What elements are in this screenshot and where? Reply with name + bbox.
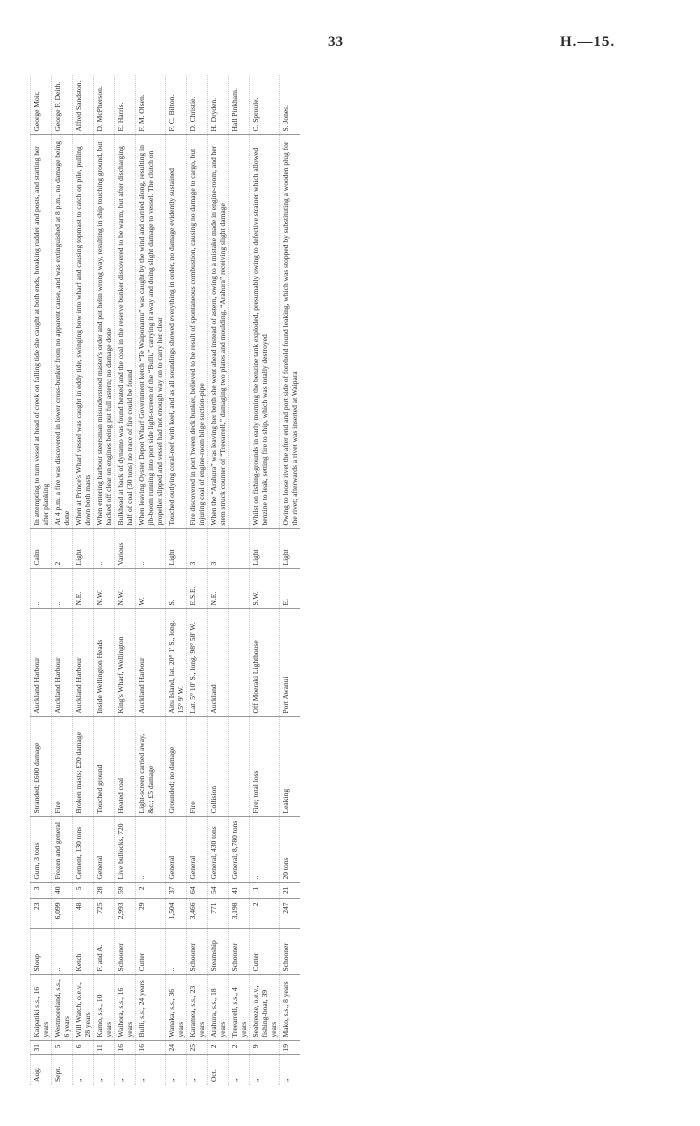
month-cell: „ [188,1078,197,1082]
cargo-cell: General [94,817,115,883]
tonnage-cell: 48 [73,899,94,929]
rig-cell: Cutter [250,929,280,975]
wind-cell: N.W. [94,569,115,609]
remarks-cell [229,135,250,529]
cargo-cell: Gum, 3 tons [31,817,52,883]
vessel-cell: Treearrell, s.s., 4 years [229,975,250,1041]
rig-cell: Sloop [31,929,52,975]
tonnage-cell: 6,099 [52,899,73,929]
table-row [73,75,94,1085]
master-cell: George Moir. [31,75,52,135]
tonnage-cell: 1,504 [166,899,187,929]
crew-cell: 28 [94,883,115,899]
day-cell: 5 [52,1041,73,1055]
force-cell: 3 [208,529,229,569]
vessel-cell: Kaipatiki s.s., 16 years [31,975,52,1041]
rig-cell: Schooner [115,929,136,975]
table-row [166,75,187,1085]
locality-cell: Port Awanui [280,609,301,717]
nature-cell: Broken masts; £20 damage [73,717,94,817]
remarks-cell: Owing to loose rivet the after end and port side of forehold found leaking, which was stopped by substituting a wooden plug for the rivet; afterwards a rivet was inserted at Waipara [280,135,301,529]
table-row [136,75,166,1085]
day-cell: 2 [229,1041,250,1055]
force-cell: .. [136,529,166,569]
month-cell: „ [281,1078,290,1082]
cargo-cell: General, 8,780 tons [229,817,250,883]
tonnage-cell: 725 [94,899,115,929]
cargo-cell: .. [136,817,166,883]
master-cell: H. Dryden. [208,75,229,135]
month-cell: „ [137,1078,146,1082]
vessel-cell: Arahura, s.s., 18 years [208,975,229,1041]
crew-cell: 64 [187,883,208,899]
vessel-cell: Bulli, s.s., 24 years [136,975,166,1041]
rig-cell: Steamship [208,929,229,975]
cargo-cell: Cement, 130 tons [73,817,94,883]
nature-cell: Fire [52,717,73,817]
document-reference: H.—15. [560,34,616,50]
remarks-cell: When leaving Oyster Depot Wharf Government ketch “Te Waiponamu” was caught by the wind and carried along, resulting in jib-boom running into port side light-screen of the “Bulli,” carrying it away and doing slight damage to vessel. The clutch on propeller slipped and vessel had not enough way on to carry her clear [136,135,166,529]
force-cell: 2 [52,529,73,569]
master-cell: S. Jones. [280,75,301,135]
cargo-cell: 20 tons [280,817,301,883]
casualty-table [30,75,300,1085]
wind-cell: .. [52,569,73,609]
wind-cell: N.W. [115,569,136,609]
vessel-cell: Seabreeze, o.e.v., fishing-boat, 39 years [250,975,280,1041]
cargo-cell: .. [250,817,280,883]
cargo-cell: General [187,817,208,883]
day-cell: 6 [73,1041,94,1055]
month-cell: „ [74,1078,83,1082]
remarks-cell: When at Prince's Wharf vessel was caught in eddy tide, swinging bow into wharf and causing topmast to catch on pile, pulling down both masts [73,135,94,529]
table-body [31,75,301,1085]
locality-cell: Lat. 5° 10' S., long. 98° 58' W. [187,609,208,717]
day-cell: 9 [250,1041,280,1055]
table-row [94,75,115,1085]
force-cell: Various [115,529,136,569]
vessel-cell: Will Watch, o.e.v., 28 years [73,975,94,1041]
vessel-cell: Kamo, s.s., 10 years [94,975,115,1041]
wind-cell: S.W. [250,569,280,609]
master-cell: George F. Deith. [52,75,73,135]
rig-cell: .. [166,929,187,975]
wind-cell: W. [136,569,166,609]
cargo-cell: General [166,817,187,883]
wind-cell: E.S.E. [187,569,208,609]
rig-cell: Cutter [136,929,166,975]
cargo-cell: Frozen and general [52,817,73,883]
table-row [52,75,73,1085]
table-row [250,75,280,1085]
crew-cell: 59 [115,883,136,899]
master-cell: D. McPherson. [94,75,115,135]
rig-cell: Schooner [187,929,208,975]
tonnage-cell: 2 [250,899,280,929]
table-row [208,75,229,1085]
force-cell: Light [250,529,280,569]
table-row [115,75,136,1085]
locality-cell: Auckland Harbour [136,609,166,717]
locality-cell: Aitu Island, lat. 20° 1' S., long. 15° 9' W. [166,609,187,717]
force-cell: Light [280,529,301,569]
vessel-cell: Waihora, s.s., 16 years [115,975,136,1041]
wind-cell: E. [280,569,301,609]
wind-cell: N.E. [208,569,229,609]
page-number: 33 [328,34,343,50]
table-row [280,75,301,1085]
remarks-cell: Touched outlying coral-reef with keel, and as all soundings showed everything in order, no damage evidently sustained [166,135,187,529]
cargo-cell: General, 430 tons [208,817,229,883]
day-cell: 31 [31,1041,52,1055]
vessel-cell: Wanaka, s.s., 36 years [166,975,187,1041]
rig-cell: .. [52,929,73,975]
month-cell: „ [230,1078,239,1082]
master-cell: Alfred Sandston. [73,75,94,135]
wind-cell: S. [166,569,187,609]
cargo-cell: Live bullocks, 720 [115,817,136,883]
day-cell: 11 [94,1041,115,1055]
force-cell: Light [166,529,187,569]
nature-cell: Touched ground [94,717,115,817]
wind-cell: .. [31,569,52,609]
nature-cell: Fire [187,717,208,817]
master-cell: E. Harris. [115,75,136,135]
locality-cell [229,609,250,717]
crew-cell: 40 [52,883,73,899]
nature-cell: Stranded; £600 damage [31,717,52,817]
day-cell: 19 [280,1041,301,1055]
crew-cell: 2 [136,883,166,899]
remarks-cell: Whilst on fishing-grounds in early morning the benzine tank exploded, presumably owing to defective strainer which allowed benzine to leak, setting fire to ship, which was totally destroyed [250,135,280,529]
crew-cell: 54 [208,883,229,899]
day-cell: 2 [208,1041,229,1055]
crew-cell: 41 [229,883,250,899]
nature-cell: Heated coal [115,717,136,817]
locality-cell: Inside Wellington Heads [94,609,115,717]
month-cell: Sept. [53,1066,62,1082]
table-row [229,75,250,1085]
day-cell: 16 [136,1041,166,1055]
force-cell: 3 [187,529,208,569]
master-cell: Hall Pinkham. [229,75,250,135]
table-row [31,75,52,1085]
force-cell: Light [73,529,94,569]
vessel-cell: Mako, s.s., 8 years [280,975,301,1041]
master-cell: F. M. Olsen. [136,75,166,135]
locality-cell: Auckland Harbour [31,609,52,717]
day-cell: 24 [166,1041,187,1055]
wind-cell: N.E. [73,569,94,609]
vessel-cell: Westmoreland, s.s., 6 years [52,975,73,1041]
force-cell: .. [94,529,115,569]
wind-cell [229,569,250,609]
remarks-cell: Fire discovered in port 'tween deck bunker, believed to be result of spontaneous combustion, causing no damage to cargo, but injuring coal of engine-room bilge suction-pipe [187,135,208,529]
tonnage-cell: 771 [208,899,229,929]
nature-cell: Fire; total loss [250,717,280,817]
master-cell: F. C. Bilton. [166,75,187,135]
month-cell: „ [116,1078,125,1082]
nature-cell: Grounded; no damage [166,717,187,817]
month-cell: „ [95,1078,104,1082]
tonnage-cell: 2,993 [115,899,136,929]
month-cell: Aug. [32,1067,41,1082]
locality-cell: Off Moeraki Lighthouse [250,609,280,717]
month-cell: Oct. [209,1069,218,1082]
master-cell: C. Sproule. [250,75,280,135]
crew-cell: 1 [250,883,280,899]
month-cell: „ [167,1078,176,1082]
month-cell: „ [251,1078,260,1082]
locality-cell: Auckland Harbour [73,609,94,717]
locality-cell: Auckland Harbour [52,609,73,717]
locality-cell: King's Wharf, Wellington [115,609,136,717]
tonnage-cell: 247 [280,899,301,929]
tonnage-cell: 29 [136,899,166,929]
rig-cell: Ketch [73,929,94,975]
crew-cell: 21 [280,883,301,899]
remarks-cell: Bulkhead at back of dynamo was found heated and the coal in the reserve bunker discovered to be warm, but after discharging half of coal (30 tons) no trace of fire could be found [115,135,136,529]
rotated-casualty-table [30,75,650,1085]
remarks-cell: When entering harbour steersman misunderstood master's order and put helm wrong way, resulting in ship touching ground, but backed off clear on engines being put full astern; no damage done [94,135,115,529]
nature-cell: Light-screen carried away, &c.; £5 damage [136,717,166,817]
tonnage-cell: 3,466 [187,899,208,929]
nature-cell: Collision [208,717,229,817]
day-cell: 25 [187,1041,208,1055]
master-cell: D. Christie. [187,75,208,135]
vessel-cell: Karamea, s.s., 23 years [187,975,208,1041]
nature-cell: Leaking [280,717,301,817]
day-cell: 16 [115,1041,136,1055]
crew-cell: 5 [73,883,94,899]
remarks-cell: When the “Arahura” was leaving her berth she went ahead instead of astern, owing to a mistake made in engine-room, and her stem struck counter of “Treearrell,” damaging two plates and moulding, “Arahura” receiving slight damage [208,135,229,529]
remarks-cell: At 4 p.m. a fire was discovered in lower cross-bunker from no apparent cause, and was extinguished at 8 p.m., no damage being done [52,135,73,529]
table-row [187,75,208,1085]
locality-cell: Auckland [208,609,229,717]
tonnage-cell: 23 [31,899,52,929]
rig-cell: Schooner [280,929,301,975]
tonnage-cell: 3,198 [229,899,250,929]
rig-cell: F. and A. [94,929,115,975]
crew-cell: 3 [31,883,52,899]
rig-cell: Schooner [229,929,250,975]
force-cell [229,529,250,569]
nature-cell [229,717,250,817]
force-cell: Calm [31,529,52,569]
remarks-cell: In attempting to turn vessel at head of creek on falling tide she caught at both ends, breaking rudder and posts, and starting her after planking [31,135,52,529]
crew-cell: 37 [166,883,187,899]
